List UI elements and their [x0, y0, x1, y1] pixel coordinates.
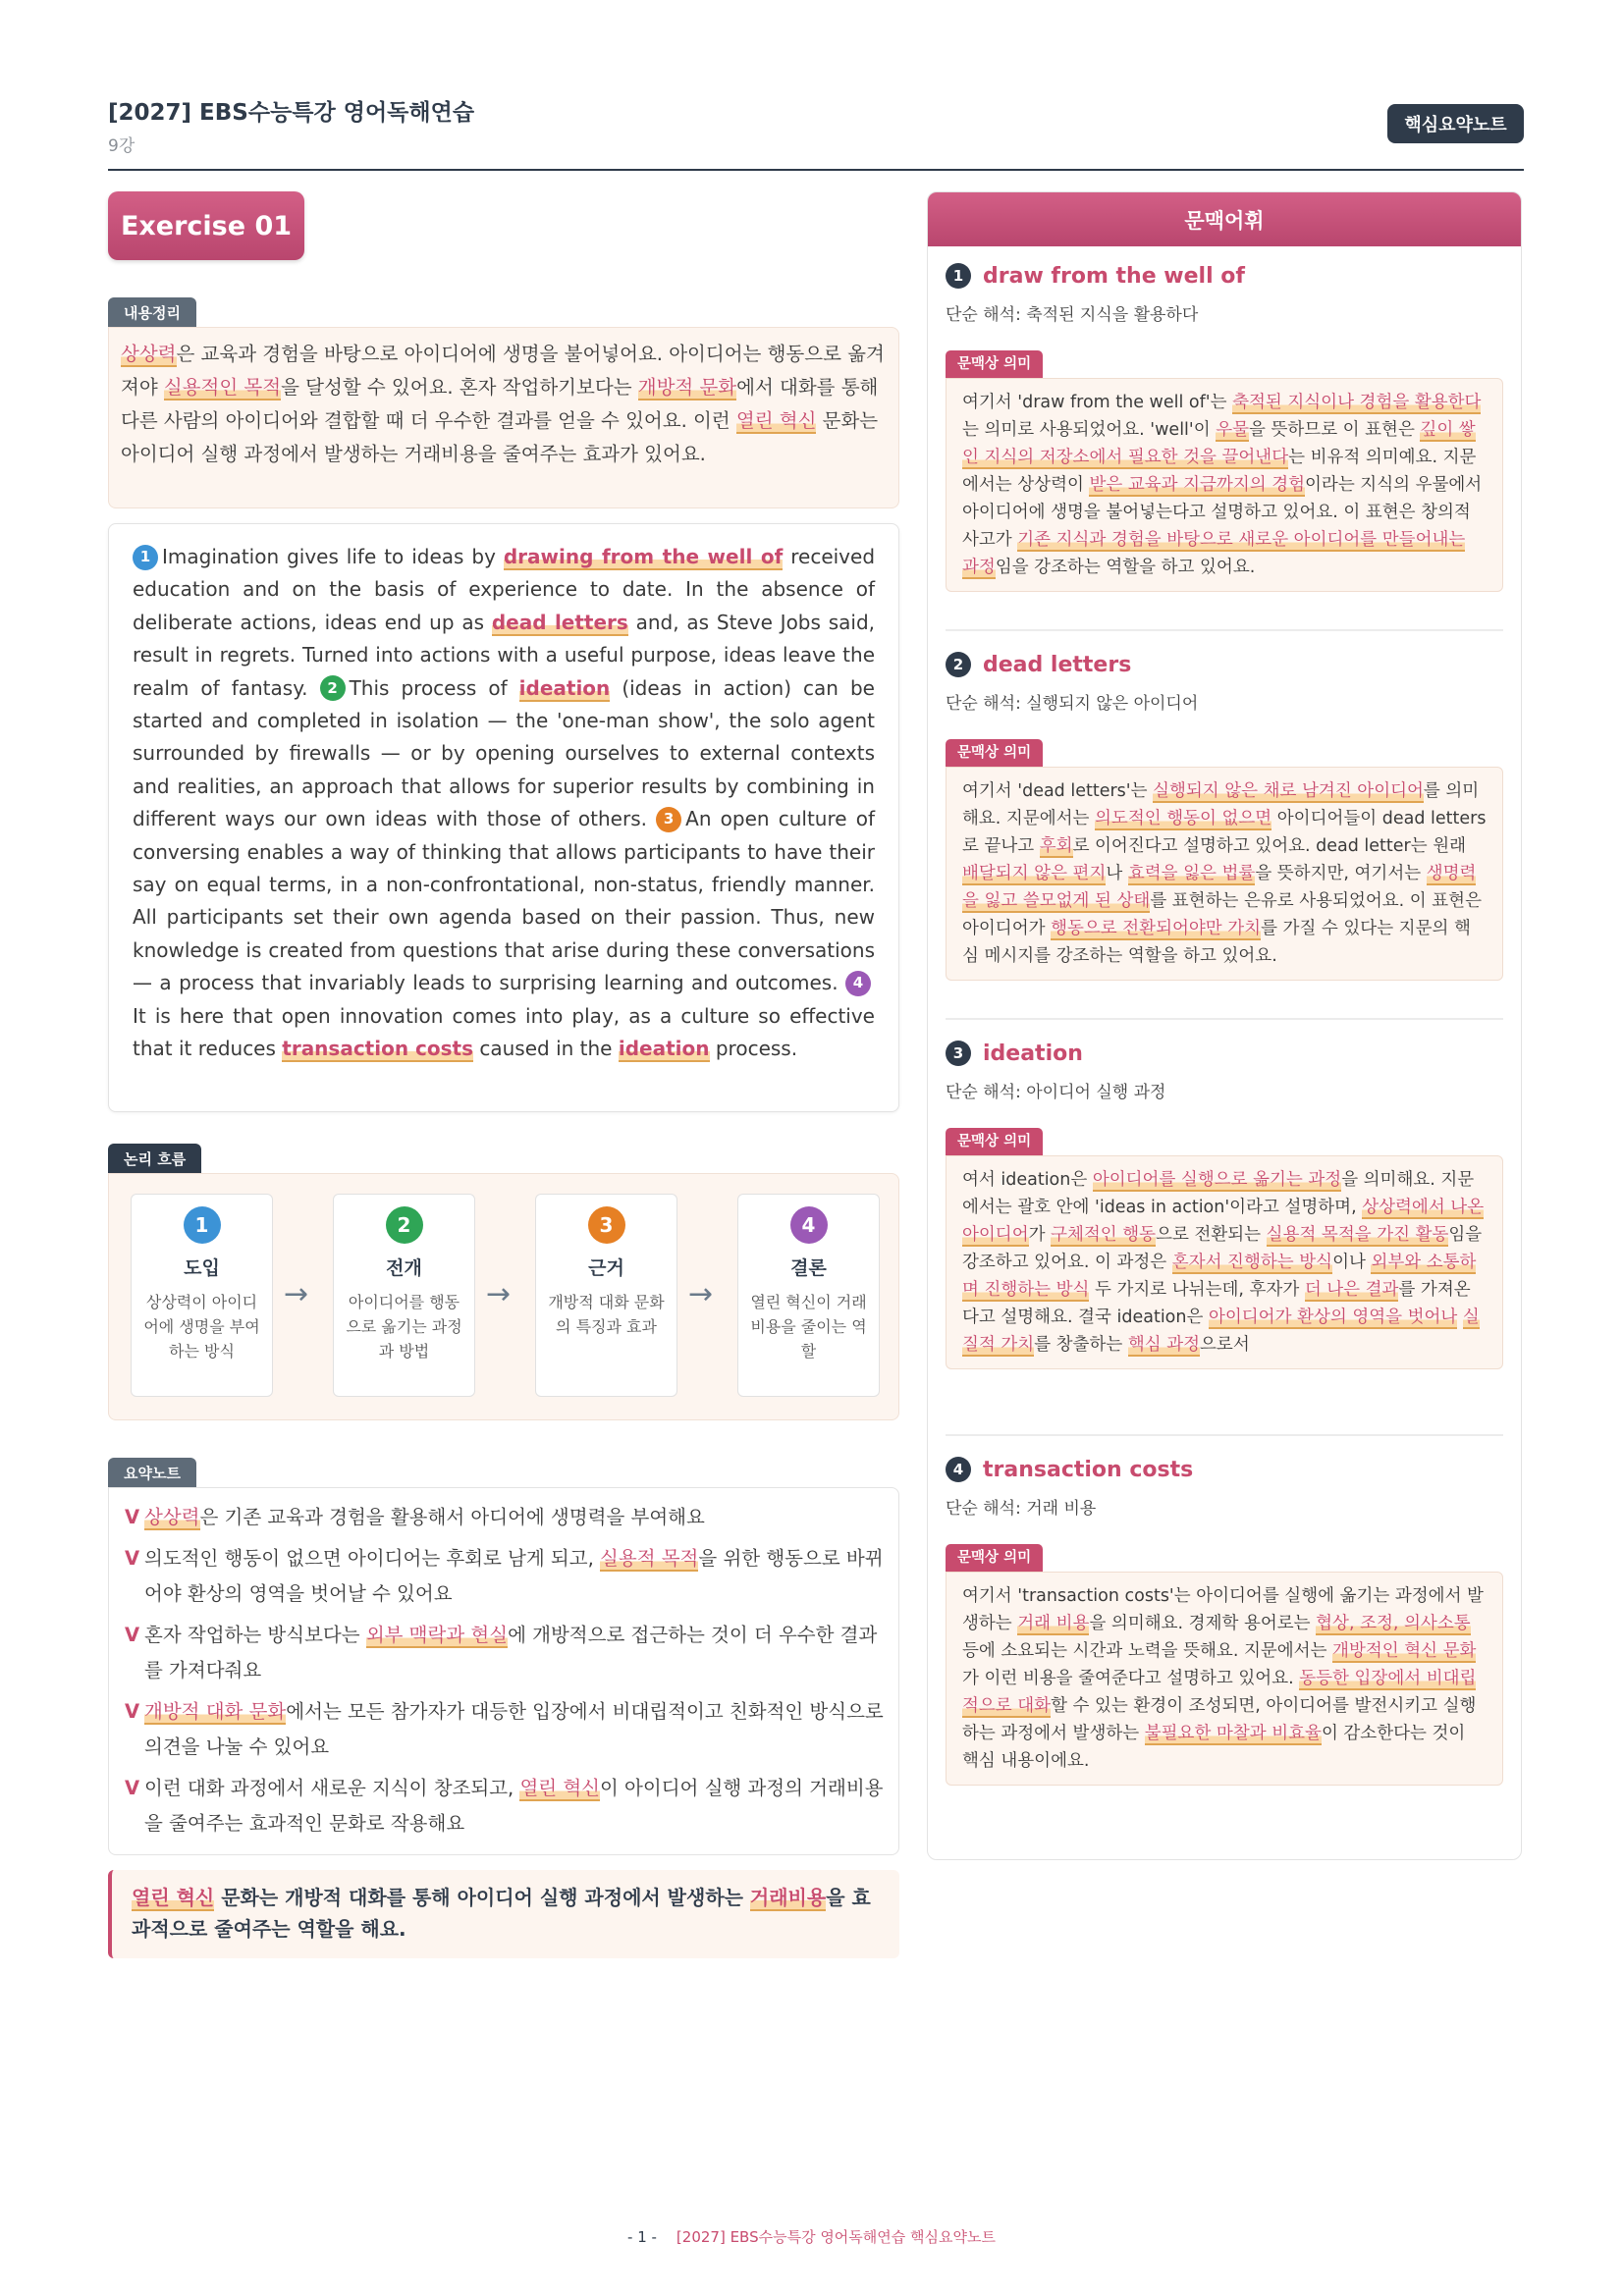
summary-tag: 내용정리: [108, 297, 196, 327]
context-vocabulary-panel: [927, 191, 1522, 1860]
context-explanation: [946, 1155, 1503, 1369]
summary-text: 을 달성할 수 있어요. 혼자 작업하기보다는: [281, 376, 638, 399]
vocab-highlight: transaction costs: [282, 1037, 474, 1061]
context-text: 여기서 'dead letters'는: [962, 781, 1154, 801]
context-keyword: 더 나은 결과: [1304, 1280, 1399, 1300]
page-number: - 1 -: [627, 2228, 657, 2246]
vocab-term-text: dead letters: [983, 652, 1132, 677]
note-text: 을 위한 행동으로 바뀌어야 환상의 영역을 벗어날 수 있어요: [144, 1547, 884, 1605]
context-explanation: [946, 767, 1503, 981]
arrow-right-icon: →: [688, 1277, 714, 1311]
step-description: 상상력이 아이디어에 생명을 부여하는 방식: [143, 1293, 260, 1361]
sentence-number: 3: [656, 807, 681, 832]
passage-segment: An open culture of conversing enables a way of thinking that allows participants to have their say on equal terms, in a non-confrontational, non-status, friendly manner. All participants set their own agenda based on their passion. Thus, new knowledge is created from questions that arise during these conversations — a process that invariably leads to surprising learning and outcomes.: [133, 807, 876, 995]
simple-label: 단순 해석:: [946, 694, 1021, 714]
sentence-number: 2: [320, 675, 346, 701]
context-text: 를 표현하는 은유로 사용되었어요. 이 표현은 아이디어가: [962, 891, 1482, 938]
key-conclusion: [108, 1870, 899, 1958]
summary-keyword: 실용적인 목적: [163, 376, 282, 399]
summary-text: 에서 대화를 통해 다른 사람의 아이디어와 결합할 때 더 우수한 결과를 얻을 수 있어요. 이런: [121, 376, 879, 432]
context-keyword: 상상력에서 나온 아이디어: [962, 1198, 1485, 1245]
vocab-number: 2: [946, 652, 971, 677]
note-item: [119, 1541, 889, 1612]
flow-step: [737, 1194, 880, 1397]
vocab-highlight: dead letters: [491, 610, 628, 634]
note-text: 에 개방적으로 접근하는 것이 더 우수한 결과를 가져다줘요: [144, 1624, 878, 1682]
context-explanation: [946, 1572, 1503, 1786]
context-text: 가: [1028, 1225, 1052, 1245]
step-number: 2: [386, 1206, 423, 1244]
context-keyword: 축적된 지식이나 경험을 활용한다: [1232, 393, 1482, 412]
context-explanation: [946, 378, 1503, 592]
context-keyword: 실용적 목적을 가진 활동: [1266, 1225, 1449, 1245]
sentence-number: 1: [133, 545, 158, 570]
flow-step: [535, 1194, 677, 1397]
document-title: [2027] EBS수능특강 영어독해연습: [108, 100, 475, 126]
note-keyword: 외부 맥락과 현실: [365, 1624, 509, 1646]
context-tag: 문맥상 의미: [946, 350, 1043, 378]
simple-text: 아이디어 실행 과정: [1026, 1083, 1166, 1102]
context-text: 가 이런 비용을 줄여준다고 설명하고 있어요.: [962, 1669, 1300, 1688]
passage-segment: This process of: [349, 675, 519, 700]
context-tag: 문맥상 의미: [946, 1128, 1043, 1155]
context-keyword: 실질적 가치: [962, 1308, 1480, 1355]
page-footer: [0, 2226, 1623, 2247]
context-keyword: 핵심 과정: [1127, 1335, 1201, 1355]
context-text: 등에 소요되는 시간과 노력을 뜻해요. 지문에서는: [962, 1641, 1333, 1661]
simple-meaning: [946, 1494, 1503, 1519]
context-text: 로 이어진다고 설명하고 있어요. dead letter는 원래: [1072, 836, 1467, 856]
context-text: 나: [1106, 864, 1128, 883]
context-text: 를 가져온다고 설명해요. 결국 ideation은: [962, 1280, 1471, 1327]
vocab-panel-title: 문맥어휘: [928, 192, 1521, 246]
note-text: 혼자 작업하는 방식보다는: [144, 1624, 366, 1646]
context-keyword: 개방적인 혁신 문화: [1332, 1641, 1477, 1661]
check-mark-icon: V: [125, 1506, 140, 1528]
summary-keyword: 개방적 문화: [637, 376, 737, 399]
context-keyword: 후회: [1039, 836, 1073, 856]
context-keyword: 동등한 입장에서 비대립적으로 대화: [962, 1669, 1477, 1716]
step-number: 3: [588, 1206, 625, 1244]
flow-tag: 논리 흐름: [108, 1144, 201, 1173]
note-keyword: 실용적 목적: [600, 1547, 699, 1570]
check-mark-icon: V: [125, 1700, 140, 1723]
notes-tag: 요약노트: [108, 1458, 196, 1487]
context-keyword: 효력을 잃은 법률: [1127, 864, 1256, 883]
context-keyword: 아이디어가 환상의 영역을 벗어나: [1208, 1308, 1458, 1327]
sentence-number: 4: [845, 971, 871, 996]
summary-keyword: 열린 혁신: [735, 409, 817, 432]
conclusion-text: 문화는 개방적 대화를 통해 아이디어 실행 과정에서 발생하는: [214, 1886, 750, 1909]
note-text: 은 기존 교육과 경험을 활용해서 아디어에 생명력을 부여해요: [199, 1506, 705, 1528]
context-text: 을 의미해요. 지문에서는 괄호 안에 'ideas in action'이라고 설명하며,: [962, 1170, 1475, 1217]
context-keyword: 실행되지 않은 채로 남겨진 아이디어: [1153, 781, 1424, 801]
note-keyword: 개방적 대화 문화: [144, 1700, 287, 1723]
context-keyword: 기존 지식과 경험을 바탕으로 새로운 아이디어를 만들어내는 과정: [962, 530, 1466, 577]
context-keyword: 혼자서 진행하는 방식: [1171, 1253, 1333, 1272]
logic-flow: [108, 1173, 899, 1420]
note-text: 에서는 모든 참가자가 대등한 입장에서 비대립적이고 친화적인 방식으로 의견을 나눌 수 있어요: [144, 1700, 884, 1758]
reading-passage: [108, 523, 899, 1112]
context-text: 를 가질 수 있다는 지문의 핵심 메시지를 강조하는 역할을 하고 있어요.: [962, 919, 1471, 966]
vocab-number: 3: [946, 1041, 971, 1066]
step-number: 4: [790, 1206, 828, 1244]
simple-text: 축적된 지식을 활용하다: [1026, 305, 1199, 325]
vocab-highlight: ideation: [518, 675, 611, 700]
summary-text: 문화는 아이디어 실행 과정에서 발생하는 거래비용을 줄여주는 효과가 있어요.: [121, 409, 879, 465]
context-text: 는 비유적 의미예요. 지문에서는 상상력이: [962, 448, 1477, 495]
step-description: 개방적 대화 문화의 특징과 효과: [548, 1293, 665, 1336]
vocab-number: 4: [946, 1457, 971, 1482]
context-text: 할 수 있는 환경이 조성되면, 아이디어를 발전시키고 실행하는 과정에서 발생하는: [962, 1696, 1477, 1743]
context-text: 으로서: [1200, 1335, 1250, 1355]
simple-label: 단순 해석:: [946, 1499, 1021, 1519]
step-description: 아이디어를 행동으로 옮기는 과정과 방법: [346, 1293, 462, 1361]
flow-step: [333, 1194, 475, 1397]
vocab-item: [946, 1041, 1503, 1369]
context-keyword: 외부와 소통하며 진행하는 방식: [962, 1253, 1477, 1300]
context-keyword: 불필요한 마찰과 비효율: [1144, 1724, 1322, 1743]
step-title: 도입: [184, 1257, 220, 1279]
vocab-term-text: ideation: [983, 1041, 1083, 1066]
context-text: 를 창출하는: [1034, 1335, 1128, 1355]
context-text: 는 의미로 사용되었어요. 'well'이: [962, 420, 1217, 440]
note-keyword: 상상력: [144, 1506, 200, 1528]
note-item: [119, 1500, 889, 1535]
context-keyword: 받은 교육과 지금까지의 경험: [1089, 475, 1306, 495]
vocab-term: [946, 1457, 1503, 1482]
check-mark-icon: V: [125, 1624, 140, 1646]
simple-text: 실행되지 않은 아이디어: [1026, 694, 1199, 714]
vocab-highlight: ideation: [618, 1037, 710, 1061]
conclusion-keyword: 거래비용: [749, 1886, 827, 1909]
summary-keyword: 상상력: [121, 343, 177, 365]
note-text: 이 아이디어 실행 과정의 거래비용을 줄여주는 효과적인 문화로 작용해요: [144, 1777, 884, 1835]
simple-label: 단순 해석:: [946, 1083, 1021, 1102]
vocab-item: [946, 652, 1503, 981]
context-text: 여기서 'transaction costs'는 아이디어를 실행에 옮기는 과정에서 발생하는: [962, 1586, 1484, 1633]
context-keyword: 행동으로 전환되어야만 가치: [1051, 919, 1262, 938]
vocab-divider: [946, 629, 1503, 631]
exercise-label: Exercise 01: [108, 191, 304, 260]
vocab-term-text: transaction costs: [983, 1457, 1194, 1482]
step-description: 열린 혁신이 거래비용을 줄이는 역할: [750, 1293, 867, 1361]
note-item: [119, 1618, 889, 1688]
vocab-number: 1: [946, 263, 971, 289]
simple-meaning: [946, 689, 1503, 714]
context-text: 여서 ideation은: [962, 1170, 1093, 1190]
context-text: 임을 강조하고 있어요. 이 과정은: [962, 1225, 1483, 1272]
context-text: 두 가지로 나뉘는데, 후자가: [1089, 1280, 1305, 1300]
context-keyword: 깊이 쌓인 지식의 저장소에서 필요한 것을 끌어낸다: [962, 420, 1476, 467]
conclusion-text: 을 효과적으로 줄여주는 역할을 해요.: [132, 1886, 871, 1941]
simple-text: 거래 비용: [1026, 1499, 1097, 1519]
vocab-divider: [946, 1434, 1503, 1436]
context-keyword: 거래 비용: [1017, 1614, 1090, 1633]
passage-segment: and, as Steve Jobs said, result in regrets. Turned into actions with a useful purpose, ideas leave the realm of fantasy.: [133, 610, 876, 700]
context-text: 아이디어들이 dead letters로 끝나고: [962, 809, 1487, 856]
context-text: 으로 전환되는: [1156, 1225, 1267, 1245]
header-divider: [108, 169, 1524, 171]
footer-text: [2027] EBS수능특강 영어독해연습 핵심요약노트: [676, 2228, 996, 2246]
step-title: 결론: [790, 1257, 827, 1279]
note-keyword: 열린 혁신: [519, 1777, 601, 1799]
passage-text: [133, 541, 875, 1066]
conclusion-keyword: 열린 혁신: [132, 1886, 215, 1909]
vocab-term: [946, 1041, 1503, 1066]
context-keyword: 구체적인 행동: [1051, 1225, 1157, 1245]
context-keyword: 아이디어를 실행으로 옮기는 과정: [1092, 1170, 1342, 1190]
context-text: 을 의미해요. 경제학 용어로는: [1089, 1614, 1317, 1633]
note-item: [119, 1694, 889, 1765]
context-tag: 문맥상 의미: [946, 1544, 1043, 1572]
vocab-highlight: drawing from the well of: [503, 545, 784, 568]
context-keyword: 의도적인 행동이 없으면: [1095, 809, 1272, 828]
arrow-right-icon: →: [486, 1277, 512, 1311]
step-title: 근거: [588, 1257, 624, 1279]
arrow-right-icon: →: [284, 1277, 309, 1311]
vocab-term: [946, 652, 1503, 677]
passage-segment: caused in the: [473, 1037, 619, 1061]
context-text: 를 의미해요. 지문에서는: [962, 781, 1480, 828]
note-text: 의도적인 행동이 없으면 아이디어는 후회로 남게 되고,: [144, 1547, 601, 1570]
note-item: [119, 1771, 889, 1842]
content-summary: [108, 327, 899, 508]
context-text: 여기서 'draw from the well of'는: [962, 393, 1233, 412]
vocab-item: [946, 263, 1503, 592]
flow-step: [131, 1194, 273, 1397]
context-text: 을 뜻하지만, 여기서는: [1255, 864, 1427, 883]
summary-notes: [108, 1487, 899, 1855]
passage-segment: It is here that open innovation comes into play, as a culture so effective that it reduces: [133, 1003, 875, 1061]
context-keyword: 우물: [1216, 420, 1250, 440]
note-text: 이런 대화 과정에서 새로운 지식이 창조되고,: [144, 1777, 520, 1799]
passage-segment: process.: [709, 1037, 798, 1061]
simple-label: 단순 해석:: [946, 305, 1021, 325]
lesson-number: 9강: [108, 136, 135, 156]
simple-meaning: [946, 300, 1503, 325]
context-text: 이 감소한다는 것이 핵심 내용이에요.: [962, 1724, 1466, 1771]
context-keyword: 생명력을 잃고 쓸모없게 된 상태: [962, 864, 1477, 911]
context-tag: 문맥상 의미: [946, 739, 1043, 767]
check-mark-icon: V: [125, 1777, 140, 1799]
context-keyword: 배달되지 않은 편지: [962, 864, 1107, 883]
vocab-item: [946, 1457, 1503, 1786]
check-mark-icon: V: [125, 1547, 140, 1570]
context-text: 이나: [1332, 1253, 1372, 1272]
vocab-divider: [946, 1018, 1503, 1020]
vocab-term-text: draw from the well of: [983, 263, 1245, 289]
passage-segment: Imagination gives life to ideas by: [162, 545, 504, 568]
summary-text: 은 교육과 경험을 바탕으로 아이디어에 생명을 불어넣어요. 아이디어는 행동으로 옮겨져야: [121, 343, 885, 399]
simple-meaning: [946, 1078, 1503, 1102]
context-text: 을 뜻하므로 이 표현은: [1249, 420, 1421, 440]
passage-segment: received education and on the basis of experience to date. In the absence of deliberate actions, ideas end up as: [133, 545, 876, 634]
context-text: 임을 강조하는 역할을 하고 있어요.: [995, 558, 1256, 577]
vocab-term: [946, 263, 1503, 289]
context-text: 이라는 지식의 우물에서 아이디어에 생명을 불어넣는다고 설명하고 있어요. 이 표현은 창의적 사고가: [962, 475, 1483, 550]
step-number: 1: [184, 1206, 221, 1244]
note-type-badge: 핵심요약노트: [1387, 104, 1524, 143]
context-keyword: 협상, 조정, 의사소통: [1316, 1614, 1471, 1633]
passage-segment: (ideas in action) can be started and completed in isolation — the 'one-man show', the solo agent surrounded by firewalls — or by opening ourselves to external contexts and realities, an approach that allows for superior results by combining in different ways our own ideas with those of others.: [133, 675, 875, 831]
step-title: 전개: [386, 1257, 422, 1279]
